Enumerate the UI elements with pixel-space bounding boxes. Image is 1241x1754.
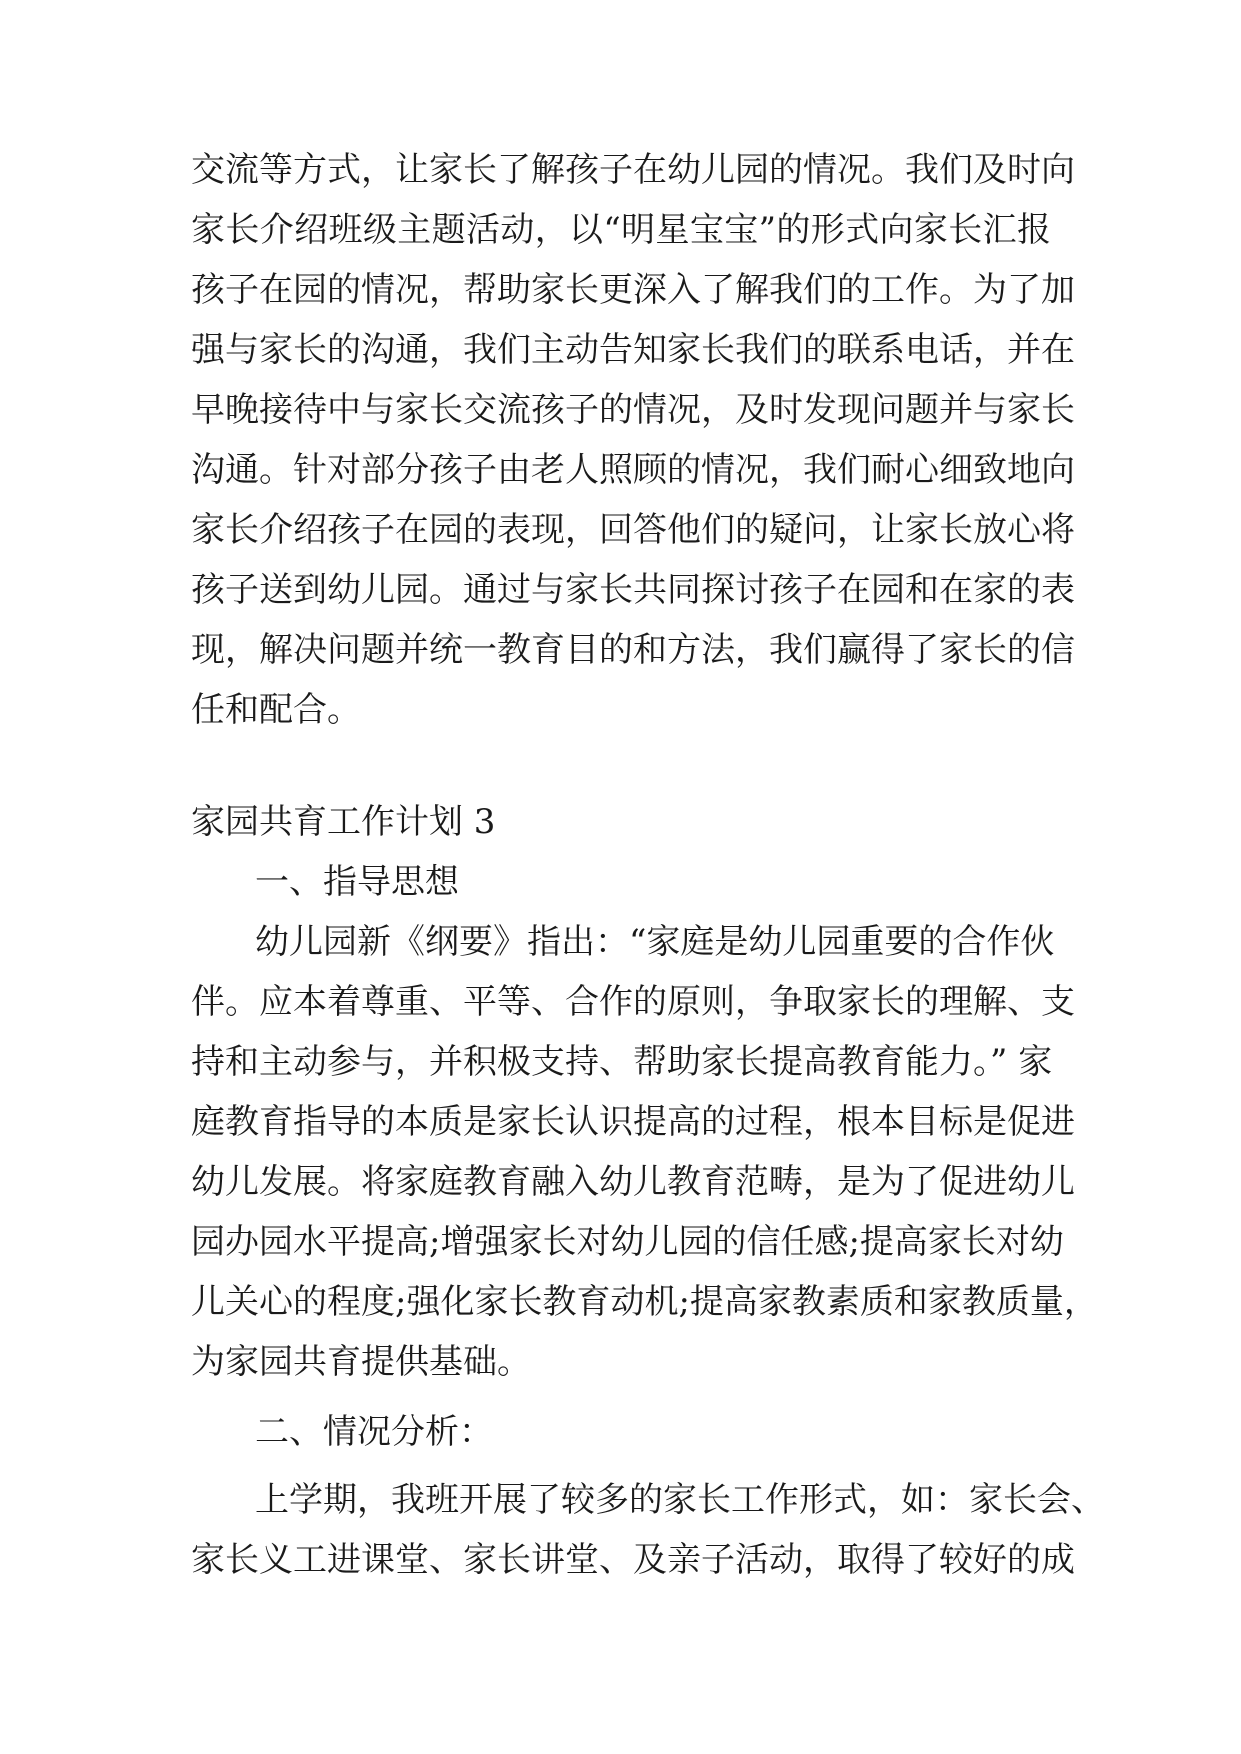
heading-situation-analysis: 二、情况分析： [255, 1412, 493, 1452]
paragraph-a-line: 沟通。针对部分孩子由老人照顾的情况，我们耐心细致地向 [191, 450, 1075, 490]
paragraph-a-line: 家长介绍班级主题活动，以“明星宝宝”的形式向家长汇报 [191, 210, 1051, 250]
paragraph-a-line: 早晚接待中与家长交流孩子的情况，及时发现问题并与家长 [191, 390, 1075, 430]
paragraph-a-line: 孩子送到幼儿园。通过与家长共同探讨孩子在园和在家的表 [191, 570, 1075, 610]
paragraph-b-line: 持和主动参与，并积极支持、帮助家长提高教育能力。” 家 [191, 1042, 1053, 1082]
paragraph-b-line: 儿关心的程度;强化家长教育动机;提高家教素质和家教质量， [191, 1282, 1098, 1322]
paragraph-a-line: 强与家长的沟通，我们主动告知家长我们的联系电话，并在 [191, 330, 1075, 370]
paragraph-b-line: 幼儿发展。将家庭教育融入幼儿教育范畴，是为了促进幼儿 [191, 1162, 1075, 1202]
paragraph-a-line: 现，解决问题并统一教育目的和方法，我们赢得了家长的信 [191, 630, 1075, 670]
paragraph-a-line: 交流等方式，让家长了解孩子在幼儿园的情况。我们及时向 [191, 150, 1075, 190]
section-title: 家园共育工作计划 3 [191, 802, 496, 842]
paragraph-b-line: 伴。应本着尊重、平等、合作的原则，争取家长的理解、支 [191, 982, 1075, 1022]
paragraph-a-line: 孩子在园的情况，帮助家长更深入了解我们的工作。为了加 [191, 270, 1075, 310]
paragraph-c-line: 家长义工进课堂、家长讲堂、及亲子活动，取得了较好的成 [191, 1540, 1075, 1580]
paragraph-b-line: 幼儿园新《纲要》指出：“家庭是幼儿园重要的合作伙 [255, 922, 1055, 962]
paragraph-b-line: 庭教育指导的本质是家长认识提高的过程，根本目标是促进 [191, 1102, 1075, 1142]
heading-guiding-ideology: 一、指导思想 [255, 862, 459, 902]
paragraph-a-line: 家长介绍孩子在园的表现，回答他们的疑问，让家长放心将 [191, 510, 1075, 550]
paragraph-b-line: 园办园水平提高;增强家长对幼儿园的信任感;提高家长对幼 [191, 1222, 1064, 1262]
paragraph-a-line: 任和配合。 [191, 690, 361, 730]
paragraph-b-line: 为家园共育提供基础。 [191, 1342, 531, 1382]
paragraph-c-line: 上学期，我班开展了较多的家长工作形式，如：家长会、 [255, 1480, 1105, 1520]
